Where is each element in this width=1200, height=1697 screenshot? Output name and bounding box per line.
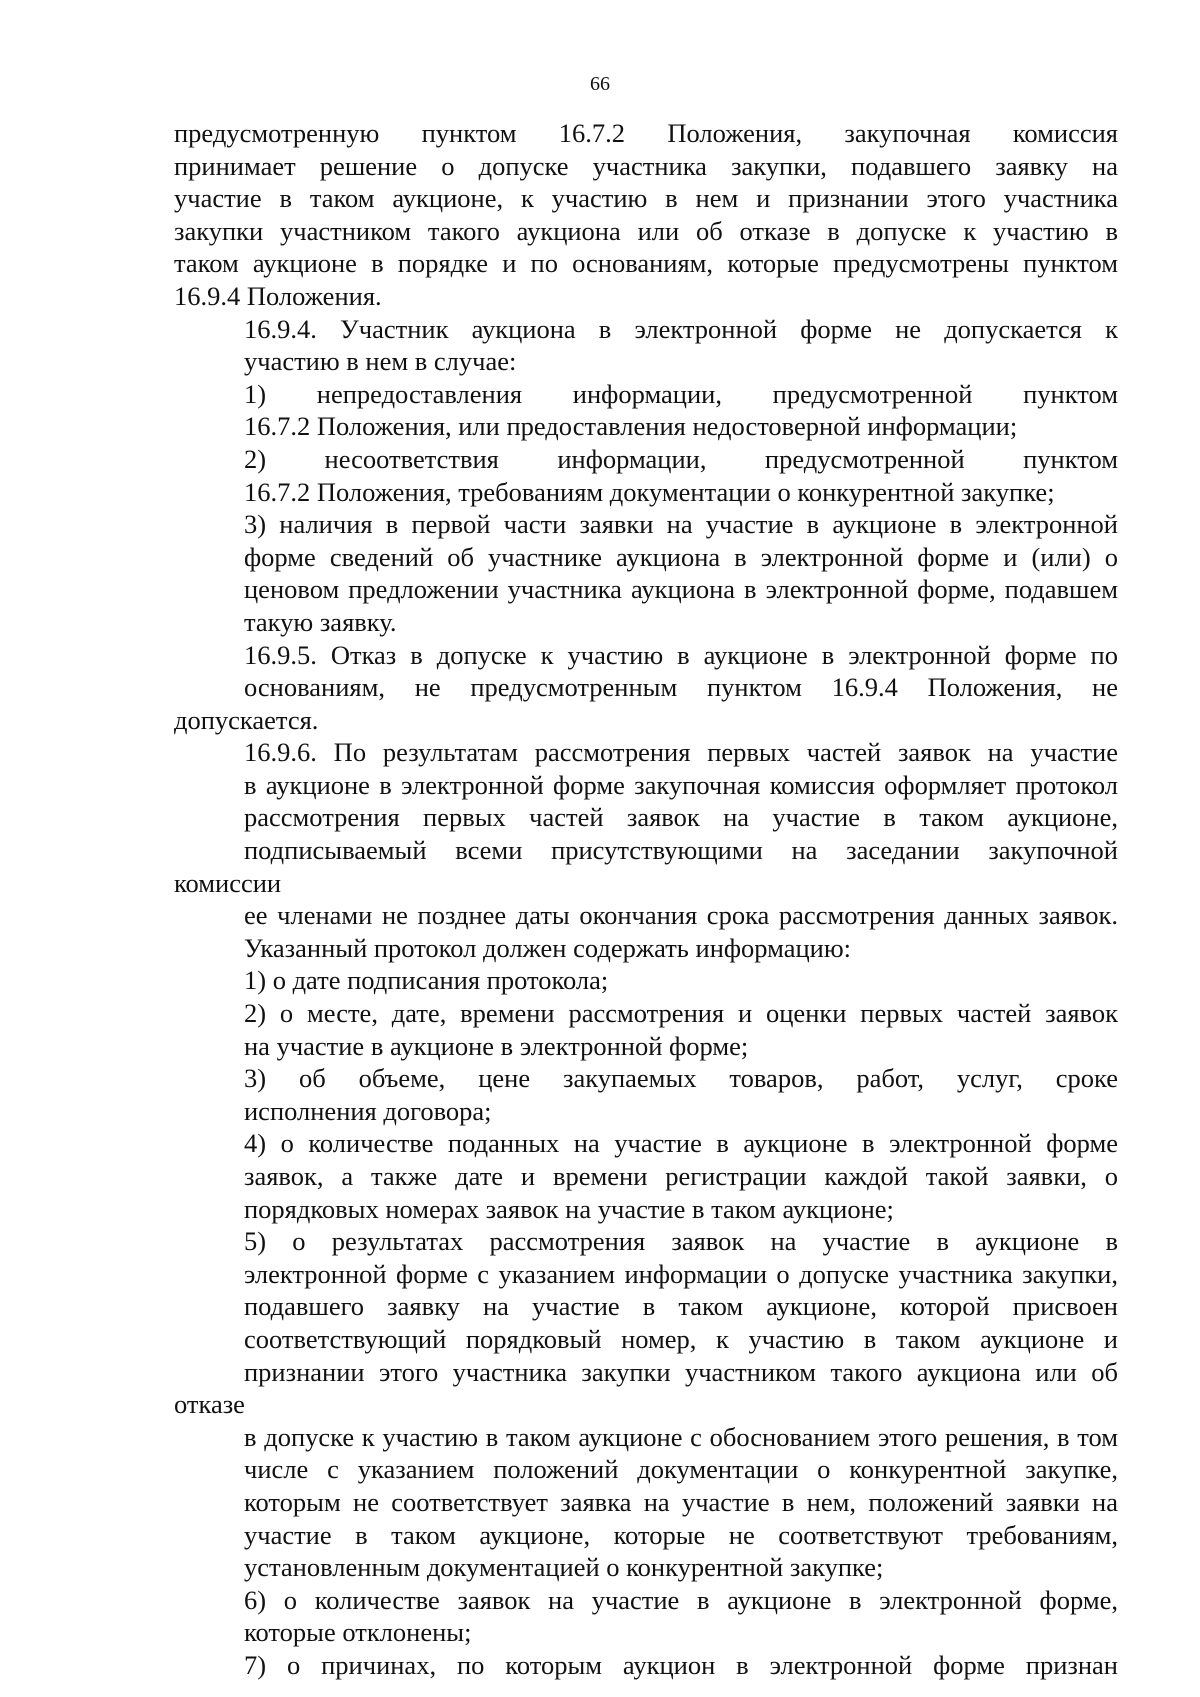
text-line: 16.9.6. По результатам рассмотрения первых частей заявок на участие bbox=[244, 737, 1118, 768]
paragraph bbox=[174, 508, 1118, 638]
text-line: признании этого участника закупки участником такого аукциона или об отказе bbox=[174, 1356, 1118, 1420]
paragraph bbox=[174, 736, 1118, 964]
text-line: 16.9.5. Отказ в допуске к участию в аукционе в электронной форме по bbox=[244, 639, 1118, 670]
text-line: 2) несоответствия информации, предусмотренной пунктом bbox=[244, 443, 1118, 474]
paragraph bbox=[174, 1225, 1118, 1584]
text-line: форме сведений об участнике аукциона в электронной форме и (или) о bbox=[244, 541, 1118, 572]
text-line: 6) о количестве заявок на участие в аукционе в электронной форме, bbox=[244, 1584, 1118, 1615]
text-line: рассмотрения первых частей заявок на участие в таком аукционе, bbox=[244, 802, 1118, 833]
text-line: подавшего заявку на участие в таком аукционе, которой присвоен bbox=[244, 1291, 1118, 1322]
paragraph bbox=[174, 639, 1118, 737]
text-line: электронной форме с указанием информации о допуске участника закупки, bbox=[244, 1258, 1118, 1289]
paragraph bbox=[174, 1062, 1118, 1127]
text-line: подписываемый всеми присутствующими на заседании закупочной комиссии bbox=[174, 835, 1118, 898]
text-line: 16.9.4 Положения. bbox=[174, 280, 382, 311]
text-line: которые отклонены; bbox=[244, 1617, 472, 1648]
page-number: 66 bbox=[590, 73, 610, 95]
paragraph bbox=[174, 1584, 1118, 1649]
paragraph bbox=[174, 378, 1118, 443]
text-line: участию в нем в случае: bbox=[244, 346, 517, 377]
text-line: 1) о дате подписания протокола; bbox=[244, 965, 609, 996]
text-line: 3) наличия в первой части заявки на участие в аукционе в электронной bbox=[244, 509, 1118, 540]
paragraph bbox=[174, 117, 1118, 313]
text-line: 2) о месте, дате, времени рассмотрения и оценки первых частей заявок bbox=[244, 998, 1118, 1029]
text-line: 16.7.2 Положения, или предоставления недостоверной информации; bbox=[244, 411, 1018, 442]
text-line: в допуске к участию в таком аукционе с обоснованием этого решения, в том bbox=[244, 1421, 1118, 1452]
text-line: ее членами не позднее даты окончания срока рассмотрения данных заявок. bbox=[244, 900, 1118, 931]
text-line: 3) об объеме, цене закупаемых товаров, работ, услуг, сроке bbox=[244, 1063, 1118, 1094]
text-line: числе с указанием положений документации о конкурентной закупке, bbox=[244, 1454, 1118, 1485]
text-line: закупки участником такого аукциона или об отказе в допуске к участию в bbox=[174, 215, 1118, 246]
text-line: таком аукционе в порядке и по основаниям, которые предусмотрены пунктом bbox=[174, 248, 1118, 279]
text-line: Указанный протокол должен содержать информацию: bbox=[244, 932, 852, 963]
text-line: 4) о количестве поданных на участие в аукционе в электронной форме bbox=[244, 1128, 1118, 1159]
text-line: в аукционе в электронной форме закупочная комиссия оформляет протокол bbox=[244, 769, 1118, 800]
paragraph bbox=[174, 964, 1118, 997]
text-line: 1) непредоставления информации, предусмотренной пунктом bbox=[244, 378, 1118, 409]
text-line: основаниям, не предусмотренным пунктом 16.9.4 Положения, не допускается. bbox=[174, 672, 1118, 735]
text-line: 5) о результатах рассмотрения заявок на участие в аукционе в bbox=[244, 1226, 1118, 1257]
text-line: такую заявку. bbox=[244, 606, 397, 637]
text-line: которым не соответствует заявка на участие в нем, положений заявки на bbox=[244, 1486, 1118, 1517]
paragraph bbox=[174, 997, 1118, 1062]
text-line: заявок, а также дате и времени регистрации каждой такой заявки, о bbox=[244, 1161, 1118, 1191]
text-line: установленным документацией о конкурентной закупке; bbox=[244, 1552, 884, 1583]
text-line: порядковых номерах заявок на участие в таком аукционе; bbox=[244, 1193, 894, 1224]
paragraph bbox=[174, 1127, 1118, 1225]
text-line: ценовом предложении участника аукциона в электронной форме, подавшем bbox=[244, 574, 1118, 605]
text-line: 16.9.4. Участник аукциона в электронной форме не допускается к bbox=[244, 313, 1118, 344]
text-line: 7) о причинах, по которым аукцион в электронной форме признан bbox=[244, 1649, 1118, 1680]
paragraph bbox=[174, 443, 1118, 508]
text-line: участие в таком аукционе, к участию в нем и признании этого участника bbox=[174, 183, 1118, 214]
document-body bbox=[174, 117, 1118, 1682]
text-line: на участие в аукционе в электронной форме; bbox=[244, 1030, 749, 1061]
text-line: соответствующий порядковый номер, к участию в таком аукционе и bbox=[244, 1323, 1118, 1354]
paragraph bbox=[174, 313, 1118, 378]
text-line: участие в таком аукционе, которые не соответствуют требованиям, bbox=[244, 1519, 1118, 1550]
paragraph bbox=[174, 1649, 1118, 1682]
text-line: исполнения договора; bbox=[244, 1095, 492, 1126]
text-line: предусмотренную пунктом 16.7.2 Положения, закупочная комиссия bbox=[174, 118, 1118, 148]
text-line: принимает решение о допуске участника закупки, подавшего заявку на bbox=[174, 150, 1118, 181]
text-line: 16.7.2 Положения, требованиям документации о конкурентной закупке; bbox=[244, 476, 1055, 507]
